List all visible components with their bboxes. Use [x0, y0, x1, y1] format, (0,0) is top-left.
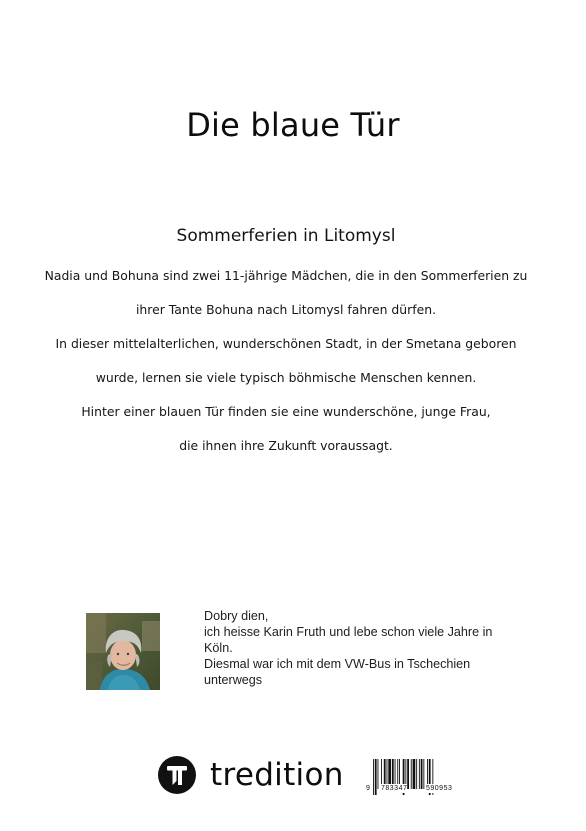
barcode-bar	[419, 759, 420, 789]
book-title: Die blaue Tür	[186, 106, 400, 144]
barcode-bar	[421, 759, 423, 789]
blurb	[0, 266, 572, 470]
author-bio-line: ich heisse Karin Fruth und lebe schon viele Jahre in	[204, 625, 493, 639]
blurb-line: die ihnen ihre Zukunft voraussagt.	[179, 438, 393, 453]
barcode-bar	[373, 759, 374, 795]
author-portrait-icon	[86, 613, 160, 690]
barcode-bar	[411, 759, 412, 789]
author-bio-line: Dobry dien,	[204, 609, 269, 623]
isbn-group-2: 590953	[426, 785, 453, 792]
blurb-line: wurde, lernen sie viele typisch böhmische Menschen kennen.	[95, 370, 477, 385]
barcode-bar	[375, 759, 377, 795]
blurb-line: Hinter einer blauen Tür finden sie eine wunderschöne, junge Frau,	[81, 404, 491, 419]
blurb-line: ihrer Tante Bohuna nach Litomysl fahren dürfen.	[135, 302, 437, 317]
blurb-line: In dieser mittelalterlichen, wunderschönen Stadt, in der Smetana geboren	[55, 336, 517, 351]
author-bio-line: Köln.	[204, 641, 233, 655]
publisher-name: tredition	[210, 757, 344, 793]
isbn-prefix: 9	[366, 785, 371, 792]
author-photo	[86, 613, 160, 690]
barcode-bar	[423, 759, 424, 789]
barcode-bar	[378, 759, 379, 789]
barcode-bar	[407, 759, 409, 789]
publisher-logo	[158, 755, 344, 795]
tredition-t-logo-icon	[158, 756, 196, 794]
author-bio	[204, 608, 534, 688]
book-subtitle: Sommerferien in Litomysl	[176, 226, 396, 246]
barcode-bar	[416, 759, 417, 789]
isbn-group-1: 783347	[381, 785, 408, 792]
author-bio-line: Diesmal war ich mit dem VW-Bus in Tschechien	[204, 657, 471, 671]
author-bio-line: unterwegs	[204, 673, 263, 687]
blurb-line: Nadia und Bohuna sind zwei 11-jährige Mädchen, die in den Sommerferien zu	[44, 268, 528, 283]
barcode-bar	[413, 759, 416, 789]
